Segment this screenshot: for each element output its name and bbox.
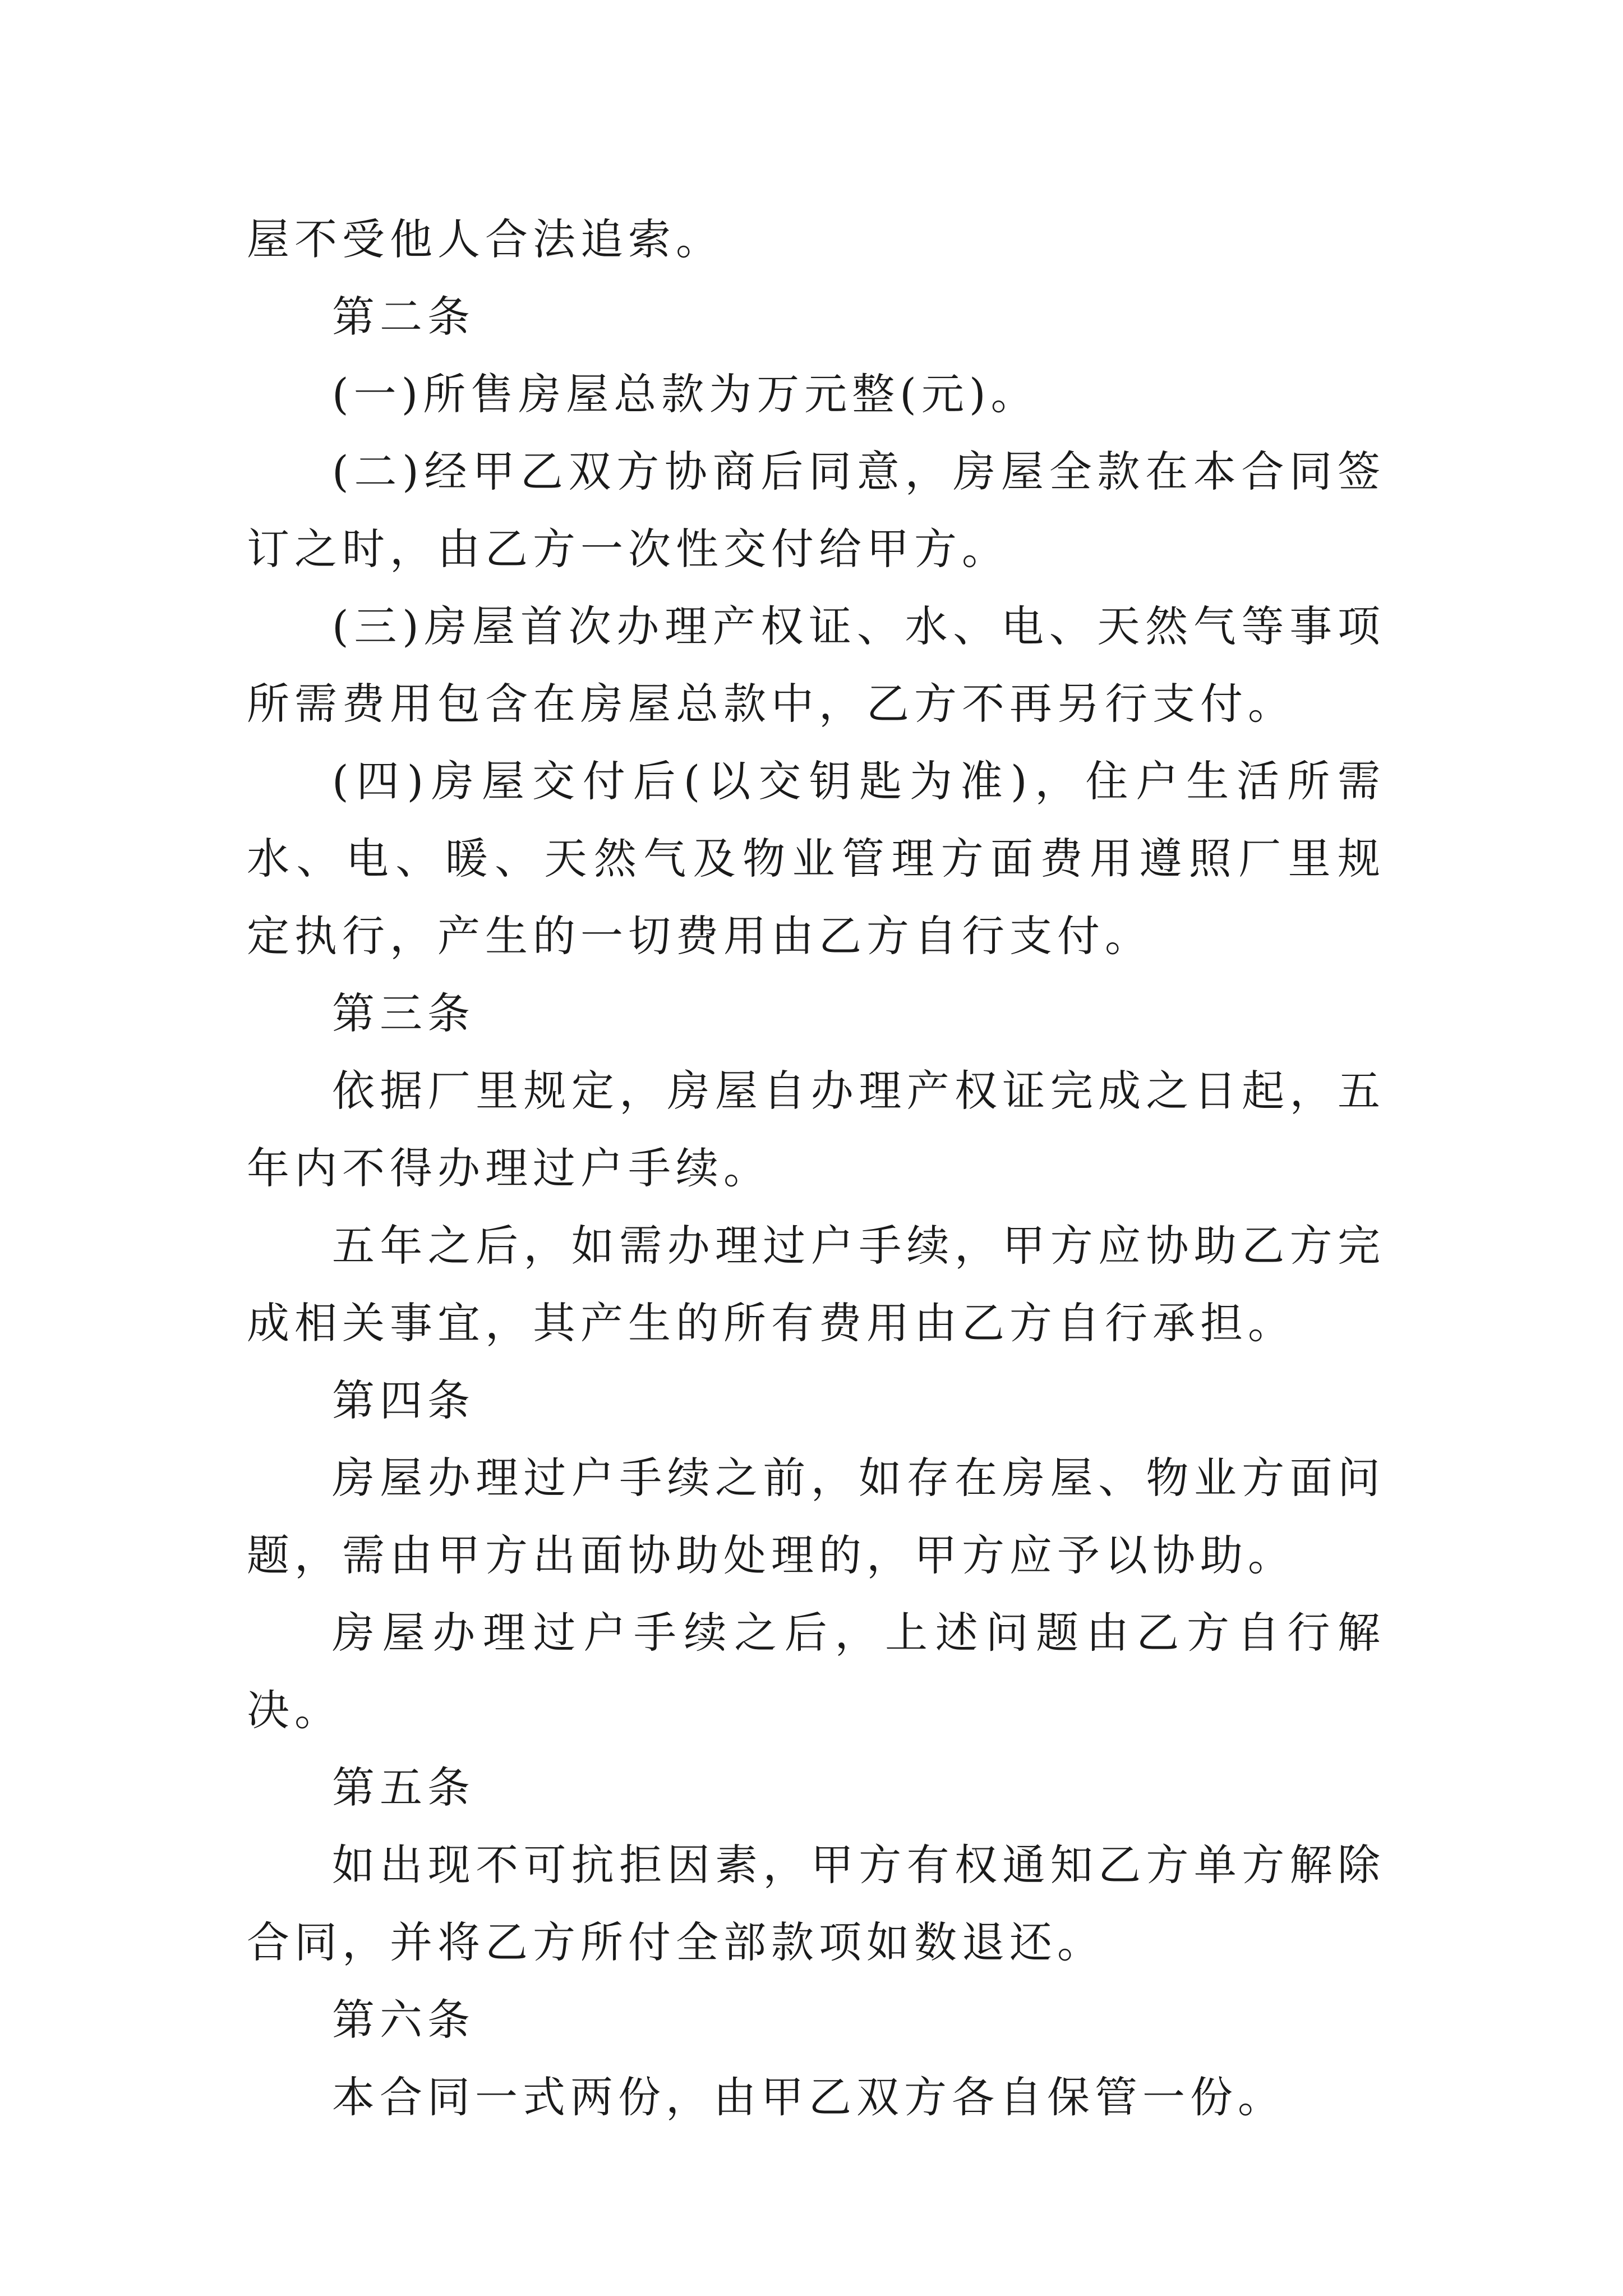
clause-3-paragraph-2: 五年之后，如需办理过户手续，甲方应协助乙方完成相关事宜，其产生的所有费用由乙方自行承担。: [247, 1221, 1385, 1348]
clause-4-paragraph-2: 房屋办理过户手续之后，上述问题由乙方自行解决。: [247, 1608, 1385, 1735]
clause-2-item-1: (一)所售房屋总款为万元整(元)。: [332, 369, 1039, 419]
paragraph-continuation: 屋不受他人合法追索。: [247, 214, 723, 264]
clause-heading-5: 第五条: [332, 1763, 475, 1812]
clause-heading-3: 第三条: [332, 988, 475, 1038]
clause-heading-4: 第四条: [332, 1375, 475, 1425]
clause-4-paragraph-1: 房屋办理过户手续之前，如存在房屋、物业方面问题，需由甲方出面协助处理的，甲方应予以协助。: [247, 1453, 1385, 1580]
document-body: [247, 201, 1385, 2136]
clause-heading-6: 第六条: [332, 1995, 475, 2045]
clause-2-item-4: (四)房屋交付后(以交钥匙为准)，住户生活所需水、电、暖、天然气及物业管理方面费用遵照厂里规定执行，产生的一切费用由乙方自行支付。: [247, 756, 1385, 961]
clause-2-item-3: (三)房屋首次办理产权证、水、电、天然气等事项所需费用包含在房屋总款中，乙方不再另行支付。: [247, 601, 1385, 729]
clause-5-paragraph-1: 如出现不可抗拒因素，甲方有权通知乙方单方解除合同，并将乙方所付全部款项如数退还。: [247, 1840, 1385, 1967]
clause-6-paragraph-1: 本合同一式两份，由甲乙双方各自保管一份。: [332, 2072, 1285, 2122]
clause-2-item-2: (二)经甲乙双方协商后同意，房屋全款在本合同签订之时，由乙方一次性交付给甲方。: [247, 447, 1385, 574]
clause-heading-2: 第二条: [332, 292, 475, 342]
clause-3-paragraph-1: 依据厂里规定，房屋自办理产权证完成之日起，五年内不得办理过户手续。: [247, 1066, 1385, 1193]
